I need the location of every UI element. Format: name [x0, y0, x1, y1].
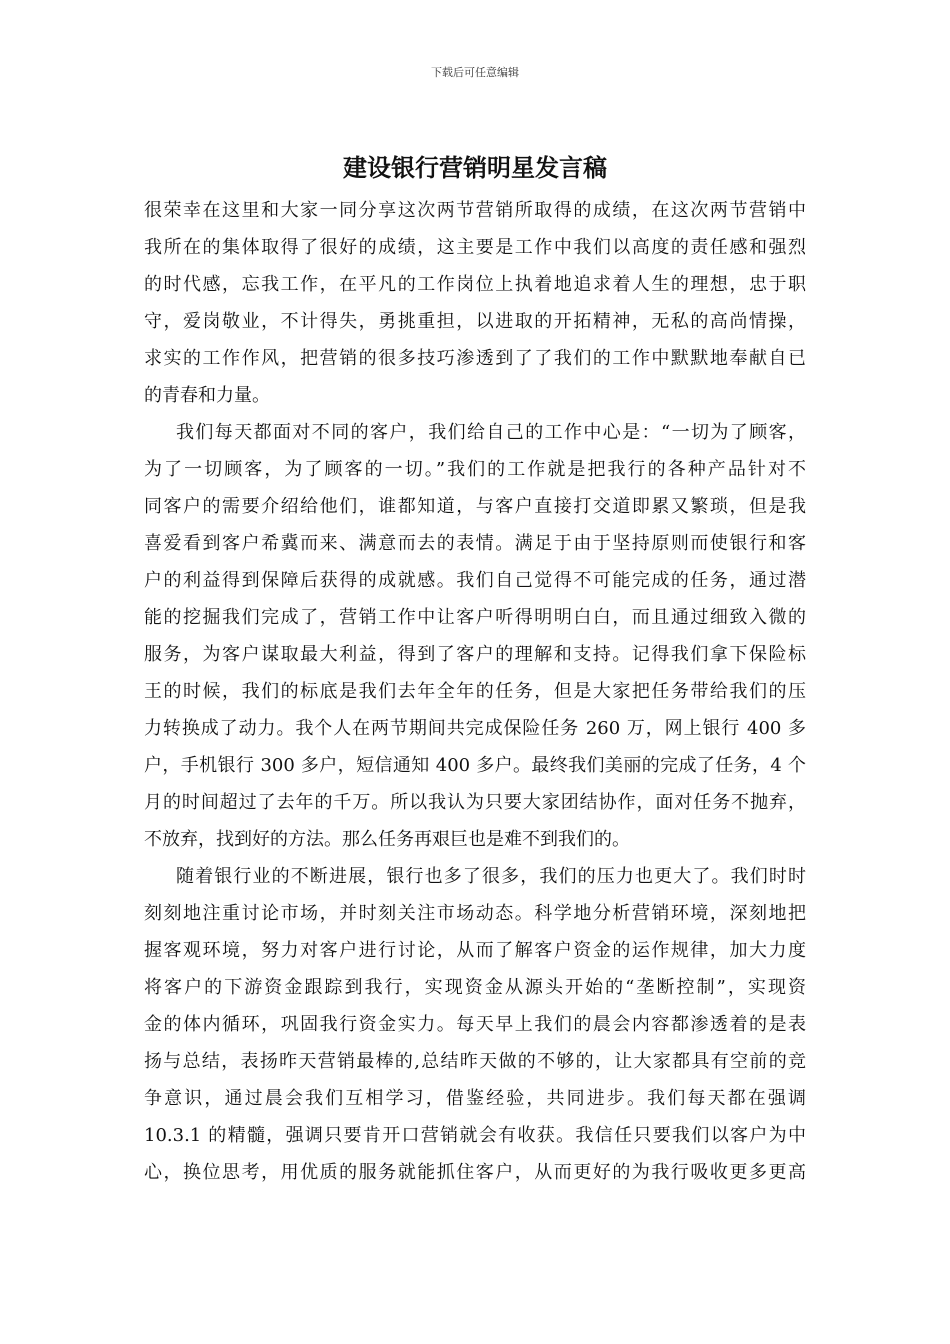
- text-line: 求实的工作作风，把营销的很多技巧渗透到了了我们的工作中默默地奉献自已: [144, 348, 806, 369]
- text-line: 能的挖掘我们完成了，营销工作中让客户听得明明白白，而且通过细致入微的: [144, 607, 806, 628]
- text-line: 金的体内循环，巩固我行资金实力。每天早上我们的晨会内容都渗透着的是表: [144, 1014, 806, 1035]
- text-line: 月的时间超过了去年的千万。所以我认为只要大家团结协作，面对任务不抛弃，: [144, 792, 806, 813]
- text-line: 10.3.1 的精髓，强调只要肯开口营销就会有收获。我信任只要我们以客户为中: [144, 1125, 806, 1146]
- text-line: 守，爱岗敬业，不计得失，勇挑重担，以进取的开拓精神，无私的高尚情操，: [144, 311, 806, 332]
- text-line: 不放弃，找到好的方法。那么任务再艰巨也是难不到我们的。: [144, 829, 630, 850]
- text-line: 的时代感，忘我工作，在平凡的工作岗位上执着地追求着人生的理想，忠于职: [144, 274, 806, 295]
- text-line: 很荣幸在这里和大家一同分享这次两节营销所取得的成绩，在这次两节营销中: [144, 200, 806, 221]
- text-line: 户的利益得到保障后获得的成就感。我们自己觉得不可能完成的任务，通过潜: [144, 570, 806, 591]
- document-title: 建设银行营销明星发言稿: [343, 153, 607, 182]
- text-line: 心，换位思考，用优质的服务就能抓住客户，从而更好的为我行吸收更多更高: [144, 1162, 806, 1183]
- text-line: 争意识，通过晨会我们互相学习，借鉴经验，共同进步。我们每天都在强调: [144, 1088, 806, 1109]
- text-line: 的青春和力量。: [144, 385, 270, 406]
- text-line: 刻刻地注重讨论市场，并时刻关注市场动态。科学地分析营销环境，深刻地把: [144, 903, 806, 924]
- text-line: 为了一切顾客，为了顾客的一切。”我们的工作就是把我行的各种产品针对不: [144, 459, 806, 480]
- text-line: 我们每天都面对不同的客户，我们给自己的工作中心是：“一切为了顾客，: [176, 422, 806, 443]
- text-line: 同客户的需要介绍给他们，谁都知道，与客户直接打交道即累又繁琐，但是我: [144, 496, 806, 517]
- page-header-note: 下载后可任意编辑: [431, 66, 519, 79]
- text-line: 户，手机银行 300 多户，短信通知 400 多户。最终我们美丽的完成了任务，4 个: [144, 755, 806, 776]
- text-line: 我所在的集体取得了很好的成绩，这主要是工作中我们以高度的责任感和强烈: [144, 237, 806, 258]
- text-line: 王的时候，我们的标底是我们去年全年的任务，但是大家把任务带给我们的压: [144, 681, 806, 702]
- text-line: 服务，为客户谋取最大利益，得到了客户的理解和支持。记得我们拿下保险标: [144, 644, 806, 665]
- text-line: 握客观环境，努力对客户进行讨论，从而了解客户资金的运作规律，加大力度: [144, 940, 806, 961]
- text-line: 随着银行业的不断进展，银行也多了很多，我们的压力也更大了。我们时时: [176, 866, 806, 887]
- document-body: [144, 192, 806, 1191]
- text-line: 力转换成了动力。我个人在两节期间共完成保险任务 260 万，网上银行 400 多: [144, 718, 806, 739]
- text-line: 喜爱看到客户希冀而来、满意而去的表情。满足于由于坚持原则而使银行和客: [144, 533, 806, 554]
- text-line: 扬与总结，表扬昨天营销最棒的,总结昨天做的不够的，让大家都具有空前的竞: [144, 1051, 806, 1072]
- text-line: 将客户的下游资金跟踪到我行，实现资金从源头开始的“垄断控制”，实现资: [144, 977, 806, 998]
